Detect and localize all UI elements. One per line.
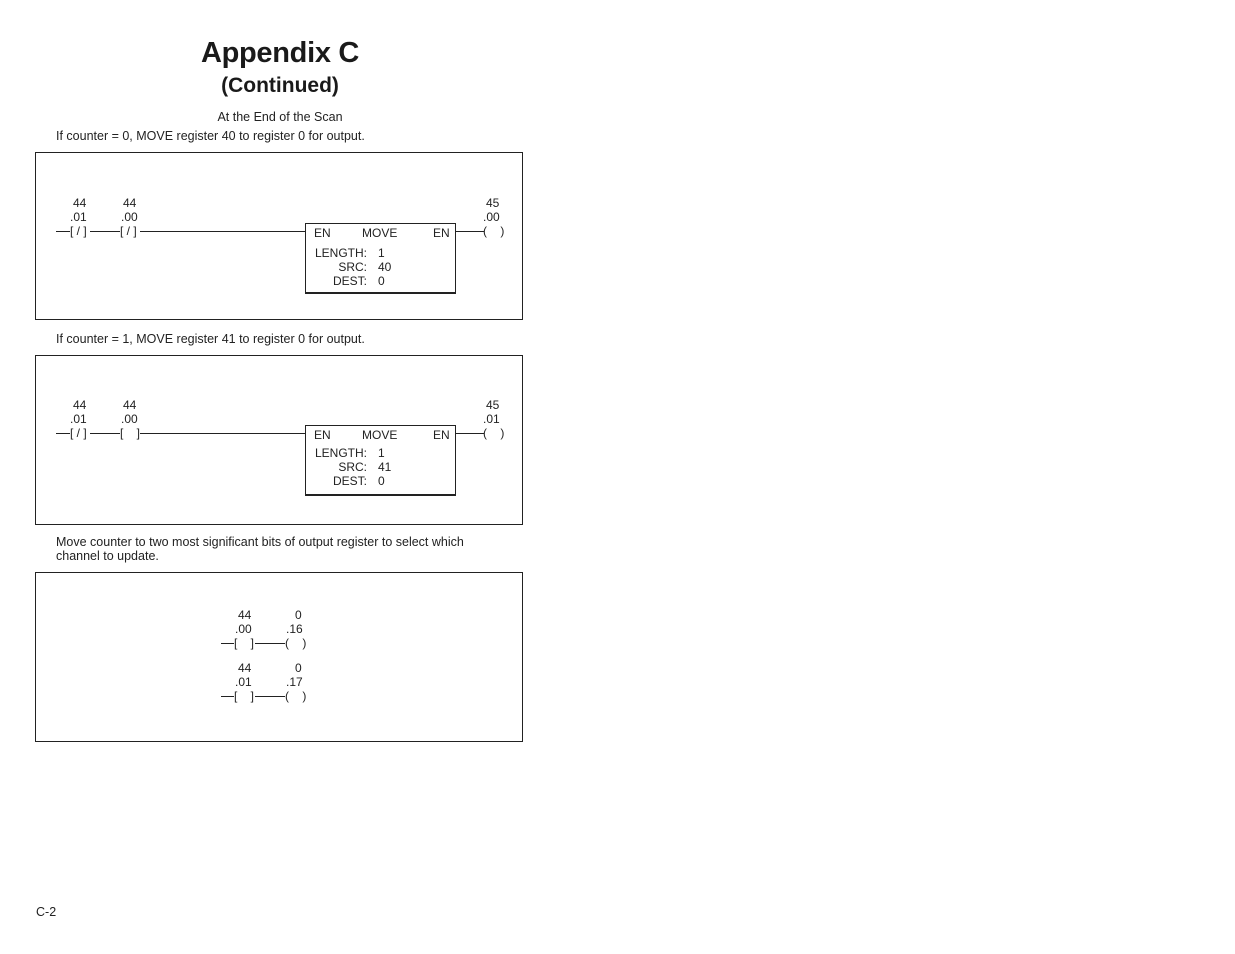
rung3-row2-coil-symbol: ( ) (285, 689, 307, 703)
rung3-row1-wire (255, 643, 285, 644)
rung2-block-name: MOVE (362, 428, 398, 442)
rung1-length-label: LENGTH: (314, 246, 367, 260)
rung2-contact1-symbol: [ / ] (70, 426, 87, 440)
rung2-block-en-out: EN (433, 428, 450, 442)
rung1-coil-address: 45 (486, 196, 500, 210)
rung3-row2-contact-address: 44 (238, 661, 252, 675)
rung2-length-value: 1 (378, 446, 385, 460)
rung3-row2-contact-bit: .01 (235, 675, 252, 689)
rung1-block-en-in: EN (314, 226, 331, 240)
rung1-caption: If counter = 0, MOVE register 40 to register 0 for output. (56, 129, 365, 143)
rung1-dest-label: DEST: (332, 274, 367, 288)
rung2-src-label: SRC: (338, 460, 367, 474)
rung3-row1-coil-symbol: ( ) (285, 636, 307, 650)
rung2-contact2-bit: .00 (121, 412, 138, 426)
rung2-coil-bit: .01 (483, 412, 500, 426)
page-title: Appendix C (200, 37, 360, 69)
rung2-dest-label: DEST: (332, 474, 367, 488)
rung1-coil-bit: .00 (483, 210, 500, 224)
rung1-wire (456, 231, 484, 232)
rung1-wire (56, 231, 70, 232)
rung2-dest-value: 0 (378, 474, 385, 488)
rung3-row1-coil-address: 0 (295, 608, 302, 622)
rung1-diagram (35, 152, 523, 320)
rung2-wire (90, 433, 120, 434)
rung1-wire (90, 231, 120, 232)
rung3-row1-contact-bit: .00 (235, 622, 252, 636)
rung3-row2-coil-address: 0 (295, 661, 302, 675)
rung2-block-en-in: EN (314, 428, 331, 442)
rung2-diagram (35, 355, 523, 525)
rung2-coil-symbol: ( ) (483, 426, 505, 440)
rung1-contact1-bit: .01 (70, 210, 87, 224)
rung1-length-value: 1 (378, 246, 385, 260)
rung2-wire (456, 433, 484, 434)
rung2-contact1-address: 44 (73, 398, 87, 412)
rung1-wire (140, 231, 305, 232)
rung2-caption: If counter = 1, MOVE register 41 to register 0 for output. (56, 332, 365, 346)
rung2-contact1-bit: .01 (70, 412, 87, 426)
rung1-dest-value: 0 (378, 274, 385, 288)
rung3-row1-contact-symbol: [ ] (234, 636, 255, 650)
rung3-row2-wire (221, 696, 234, 697)
rung3-row2-wire (255, 696, 285, 697)
page-number: C-2 (36, 905, 57, 919)
rung3-row1-wire (221, 643, 234, 644)
rung1-coil-symbol: ( ) (483, 224, 505, 238)
page-subtitle: (Continued) (221, 74, 339, 97)
rung2-length-label: LENGTH: (314, 446, 367, 460)
rung1-block-name: MOVE (362, 226, 398, 240)
section-heading: At the End of the Scan (217, 110, 343, 124)
rung3-caption-line1: Move counter to two most significant bits of output register to select which (56, 535, 464, 549)
rung2-coil-address: 45 (486, 398, 500, 412)
rung2-contact2-address: 44 (123, 398, 137, 412)
rung3-row1-contact-address: 44 (238, 608, 252, 622)
rung2-move-block (305, 425, 456, 496)
rung1-contact1-address: 44 (73, 196, 87, 210)
rung1-contact2-symbol: [ / ] (120, 224, 137, 238)
rung2-contact2-symbol: [ ] (120, 426, 141, 440)
rung3-row2-coil-bit: .17 (286, 675, 303, 689)
rung2-wire (56, 433, 70, 434)
rung3-diagram (35, 572, 523, 742)
rung1-block-en-out: EN (433, 226, 450, 240)
rung2-src-value: 41 (378, 460, 392, 474)
rung1-contact2-bit: .00 (121, 210, 138, 224)
rung1-src-label: SRC: (338, 260, 367, 274)
rung3-row1-coil-bit: .16 (286, 622, 303, 636)
rung1-move-block (305, 223, 456, 294)
rung3-caption-line2: channel to update. (56, 549, 159, 563)
rung3-row2-contact-symbol: [ ] (234, 689, 255, 703)
rung1-src-value: 40 (378, 260, 392, 274)
rung1-contact1-symbol: [ / ] (70, 224, 87, 238)
rung1-contact2-address: 44 (123, 196, 137, 210)
rung2-wire (140, 433, 305, 434)
